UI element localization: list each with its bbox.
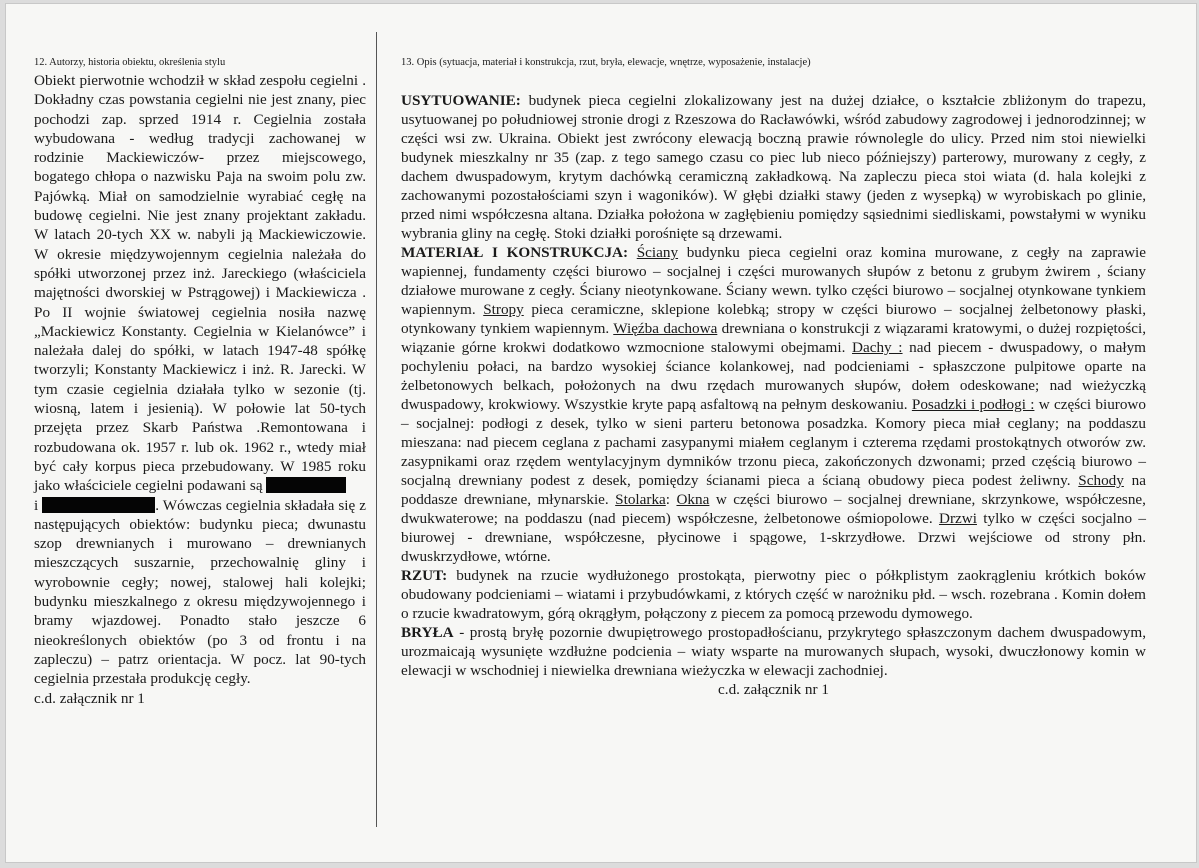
form-text: - prostą bryłę pozornie dwupiętrowego prostopadłościanu, przykrytego spłaszczonym dachem dwuspadowym, urozmaicają wysunięte wzdłużne podcienia – wiaty wsparte na murowanych słupach, wysoki, dwuczłonowy komin w elewacji w wschodniej i niewielka drewniana wieżyczka w elewacji zachodniej. — [401, 624, 1146, 679]
column-divider — [376, 32, 377, 827]
form-paragraph — [401, 623, 1146, 680]
redaction-box — [266, 477, 346, 493]
plan-label: RZUT: — [401, 567, 448, 584]
material-text: tylko w części socjalno – biurowej - drewniane, współczesne, płycinowe i spągowe, 1-skrzydłowe. Drzwi wejściowe od strony płn. dwuskrzydłowe, wtórne. — [401, 510, 1146, 565]
description-header: 13. Opis (sytuacja, materiał i konstrukcja, rzut, bryła, elewacje, wnętrze, wyposażenie, instalacje) — [401, 57, 811, 68]
history-footer: c.d. załącznik nr 1 — [34, 689, 145, 707]
material-text: drewniana o konstrukcji z wiązarami kratowymi, o dużej rozpiętości, wiązanie górne krokwi dodatkowo wzmocnione stalowymi obejmami. — [401, 320, 1147, 356]
joinery-term: Stolarka — [615, 491, 666, 508]
history-text-part2: i — [34, 496, 39, 514]
windows-term: Okna — [676, 491, 710, 508]
floors-term: Posadzki i podłogi : — [911, 396, 1035, 413]
history-text-part1: Obiekt pierwotnie wchodził w skład zespołu cegielni . Dokładny czas powstania cegielni nie jest znany, piec pochodzi zap. sprzed 1914 r. Cegielnia została wybudowana - według tradycji zachowanej w rodzinie Mackiewiczów- przez miejscowego, bogatego chłopa o nazwisku Paja na swoim polu zw. Pajówką. Miał on samodzielnie wyrabiać cegłę na budowę cegielni. Nie jest znany projektant zakładu. W latach 20-tych XX w. nabyli ją Mackiewiczowie. W okresie międzywojennym cegielnia należała do spółki utworzonej przez inż. Jareckiego (właściciela majętności dworskiej w Pstrągowej) i Mackiewicza . Po II wojnie światowej cegielnia nosiła nazwę „Mackiewicz Konstanty. Cegielnia w Kielanówce” i należała dalej do spółki, w latach 1947-48 spółkę tworzyli; Konstanty Mackiewicz i inż. R. Jarecki. W tym czasie cegielnia działała tylko w sezonie (tj. wiosną, latem i jesienią). W połowie lat 50-tych przejęta przez Skarb Państwa .Remontowana i rozbudowana ok. 1957 r. lub ok. 1962 r., wtedy miał być cały korpus pieca przebudowany. W 1985 roku jako właściciele cegielni podawani są — [34, 72, 366, 495]
situation-text: budynek pieca cegielni zlokalizowany jest na dużej działce, o kształcie zbliżonym do trapezu, usytuowanej po południowej stronie drogi z Rzeszowa do Racławówki, wśród zabudowy zagrodowej i jednorodzinnej; w części wsi zw. Ukraina. Obiekt jest zwrócony elewacją boczną prawie równolegle do ulicy. Przed nim stoi niewielki budynek mieszkalny nr 35 (zap. z tego samego czasu co piec lub nieco późniejszy) parterowy, murowany z cegły, z dachem dwuspadowym, krytym dachówką ceramiczną zakładkową. Na zapleczu pieca stoi wiata (d. hala kolejki z zachowanymi pozostałościami szyn i wagoników). W głębi działki stawy (jeden z wysepką) w wyrobiskach po glinie, przed nimi współczesna altana. Działka położona w zagłębieniu pomiędzy sąsiednimi siedliskami, powstałymi w wyniku wybrania gliny na cegłę. Stoki działki porośnięte są drzewami. — [401, 92, 1146, 242]
doors-term: Drzwi — [938, 510, 977, 527]
material-text: budynku pieca cegielni oraz komina murowane, z cegły na zaprawie wapiennej, fundamenty części biurowo – socjalnej i części murowanych słupów z betonu z grubym żwirem , ściany działowe murowane z cegły. Ściany nieotynkowane. Ściany wewn. tylko części biurowo – socjalnej otynkowane tynkiem wapiennym. — [401, 244, 1146, 318]
plan-paragraph — [401, 566, 1146, 623]
history-column — [34, 56, 366, 708]
plan-text: budynek na rzucie wydłużonego prostokąta, pierwotny piec o półkplistym zaokrągleniu krótkich boków obudowany podcieniami – wiatami i przybudówkami, z których część w narożniku płd. – wsch. rozebrana . Komin dołem o rzucie kwadratowym, górą okrągłym, połączony z piecem za pomocą przewodu dymowego. — [401, 567, 1146, 622]
stairs-term: Schody — [1078, 472, 1124, 489]
form-label: BRYŁA — [401, 624, 454, 641]
walls-term: Ściany — [636, 244, 679, 261]
redaction-box — [42, 497, 155, 513]
material-text: pieca ceramiczne, sklepione kolebką; stropy w części biurowo – socjalnej żelbetonowy płaski, otynkowany tynkiem wapiennym. — [401, 301, 1146, 337]
description-body — [401, 91, 1146, 699]
ceilings-term: Stropy — [483, 301, 524, 318]
situation-paragraph — [401, 91, 1146, 243]
document-sheet — [6, 4, 1196, 862]
history-text — [34, 71, 366, 689]
roof-truss-term: Więźba dachowa — [613, 320, 718, 337]
history-text-part3: . Wówczas cegielnia składała się z następujących obiektów: budynku pieca; dwunastu szop drewnianych i murowano – drewnianych mieszczących suszarnie, przechowalnię gliny i wyrobownie cegły; nowej, stalowej hali kolejki; budynku mieszkalnego z okresu międzywojennego i bramy wjazdowej. Ponadto stało jeszcze 6 nieokreślonych obiektów (po 3 od frontu i na zapleczu) – patrz orientacja. W pocz. lat 90-tych cegielnia przestała produkcję cegły. — [34, 496, 367, 688]
material-text: : — [665, 491, 677, 508]
material-paragraph — [401, 243, 1146, 566]
material-text: w części biurowo – socjalnej: podłogi z desek, tylko w sieni parteru betonowa posadzka. Komory pieca miał ceglany; na poddaszu mieszana: nad piecem ceglana z pachami zasypanymi miałem ceglanym i czterema rzędami prostokątnych otworów zw. zasypnikami oraz rzędem wentylacyjnym dymników trzonu pieca, zakończonych dzwonami; przed częścią biurowo – socjalną drewniany podest z desek, pomiędzy ścianami pieca a ścianą obudowy pieca podest żeliwny. — [401, 396, 1146, 489]
situation-label: USYTUOWANIE: — [401, 92, 521, 109]
material-text: nad piecem - dwuspadowy, o małym pochyleniu połaci, na bardzo wysokiej ściance kolankowej, nad podcieniami - spłaszczone pulpitowe oparte na żelbetonowych belkach, położonych na dwu rzędach murowanych słupów, dołem odeskowane; nad wieżyczką dwuspadowy, krokwiowy. Wszystkie kryte papą asfaltową na pełnym deskowaniu. — [401, 339, 1146, 413]
roofs-term: Dachy : — [852, 339, 903, 356]
material-label: MATERIAŁ I KONSTRUKCJA: — [401, 244, 629, 261]
history-header: 12. Autorzy, historia obiektu, określenia stylu — [34, 57, 226, 68]
material-text: na poddasze drewniane, młynarskie. — [401, 472, 1146, 508]
material-text: w części biurowo – socjalnej drewniane, skrzynkowe, współczesne, dwukwaterowe; na poddaszu (nad piecem) współczesne, żelbetonowe ośmiopolowe. — [401, 491, 1146, 527]
description-footer: c.d. załącznik nr 1 — [718, 681, 829, 698]
description-column — [401, 56, 1146, 699]
